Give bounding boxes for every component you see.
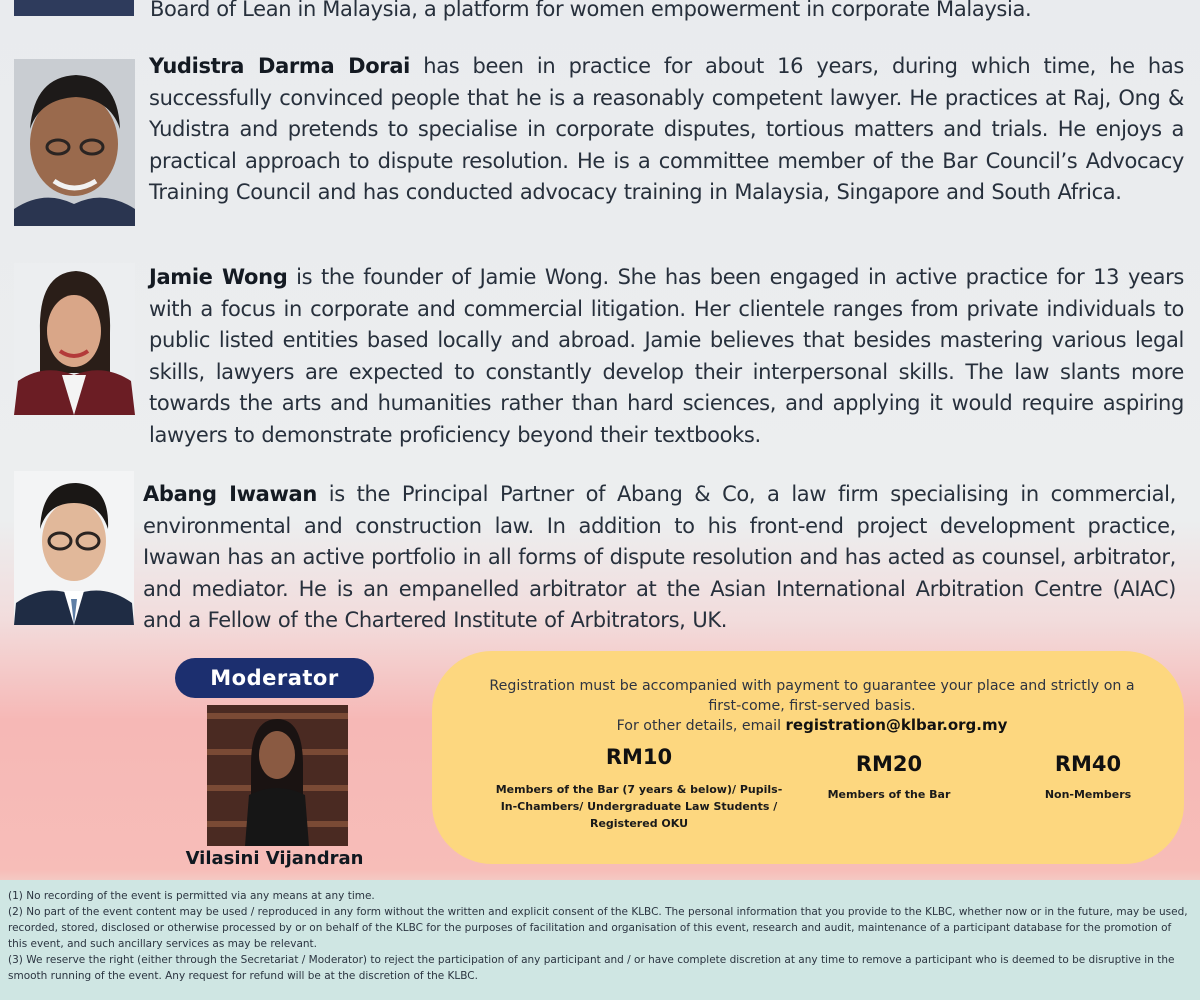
- contact-prefix: For other details, email: [616, 718, 786, 734]
- tier-price: RM20: [855, 752, 923, 776]
- registration-panel: [432, 651, 1184, 864]
- speaker-bio-text: is the Principal Partner of Abang & Co, a law firm specialising in commercial, environmental and construction law. In addition to his front-end project development practice, Iwawan has an active portfolio in all forms of dispute resolution and has acted as counsel, arbitrator, and mediator. He is an empanelled arbitrator at the Asian International Arbitration Centre (AIAC) and a Fellow of the Chartered Institute of Arbitrators, UK.: [143, 482, 1176, 632]
- moderator-badge: Moderator: [175, 658, 374, 698]
- moderator-photo: [207, 705, 348, 846]
- speaker-bio-text: has been in practice for about 16 years, during which time, he has successfully convinced people that he is a reasonably competent lawyer. He practices at Raj, Ong & Yudistra and pretends to specialise in corporate disputes, tortious matters and trials. He enjoys a practical approach to dispute resolution. He is a committee member of the Bar Council’s Advocacy Training Council and has conducted advocacy training in Malaysia, Singapore and South Africa.: [149, 54, 1184, 204]
- note-item: (3) We reserve the right (either through the Secretariat / Moderator) to reject the participation of any participant and / or have complete discretion at any time to remove a participant who is deemed to be disruptive in the smooth running of the event. Any request for refund will be at the discretion of the KLBC.: [8, 954, 1175, 982]
- speaker-bio-abang: [143, 479, 1176, 637]
- price-tier-non-member: [1008, 752, 1168, 803]
- moderator-name: Vilasini Vijandran: [185, 848, 364, 869]
- speaker-name: Jamie Wong: [149, 265, 288, 289]
- speaker-bio-text: is the founder of Jamie Wong. She has been engaged in active practice for 13 years with a focus in corporate and commercial litigation. Her clientele ranges from private individuals to public listed entities based locally and abroad. Jamie believes that besides mastering various legal skills, lawyers are expected to constantly develop their interpersonal skills. The law slants more towards the arts and humanities rather than hard sciences, and applying it would require aspiring lawyers to demonstrate proficiency beyond their textbooks.: [149, 265, 1184, 447]
- speaker-photo-yudistra: [14, 59, 135, 226]
- speaker-photo-abang: [14, 471, 134, 625]
- tier-description: Members of the Bar (7 years & below)/ Pupils-In-Chambers/ Undergraduate Law Students / Registered OKU: [495, 783, 783, 830]
- note-item: (1) No recording of the event is permitted via any means at any time.: [8, 890, 375, 902]
- registration-info: [472, 677, 1152, 737]
- tier-price: RM40: [1054, 752, 1122, 776]
- previous-bio-end: Board of Lean in Malaysia, a platform for women empowerment in corporate Malaysia.: [150, 0, 1032, 21]
- tier-description: Members of the Bar: [827, 788, 951, 801]
- speaker-name: Abang Iwawan: [143, 482, 317, 506]
- speaker-name: Yudistra Darma Dorai: [149, 54, 410, 78]
- note-item: (2) No part of the event content may be used / reproduced in any form without the written and explicit consent of the KLBC. The personal information that you provide to the KLBC, whether now or in the future, may be used, recorded, stored, disclosed or otherwise processed by or on behalf of the KLBC for the purposes of facilitation and organisation of this event, research and audit, maintenance of a participant database for the promotion of this event, and such ancillary services as may be relevant.: [8, 906, 1188, 950]
- registration-contact: [472, 716, 1152, 737]
- tier-description: Non-Members: [1044, 788, 1132, 801]
- speaker-bio-jamie: [149, 262, 1184, 451]
- tier-price: RM10: [605, 745, 673, 769]
- previous-speaker-photo: [14, 0, 134, 16]
- speaker-photo-jamie: [14, 263, 135, 415]
- terms-notes: [0, 880, 1200, 1000]
- price-tier-member: [804, 752, 974, 803]
- price-tier-junior: [494, 745, 784, 832]
- speaker-bio-yudistra: [149, 51, 1184, 209]
- registration-terms: Registration must be accompanied with payment to guarantee your place and strictly on a first-come, first-served basis.: [489, 678, 1135, 714]
- registration-email[interactable]: registration@klbar.org.my: [785, 716, 1008, 734]
